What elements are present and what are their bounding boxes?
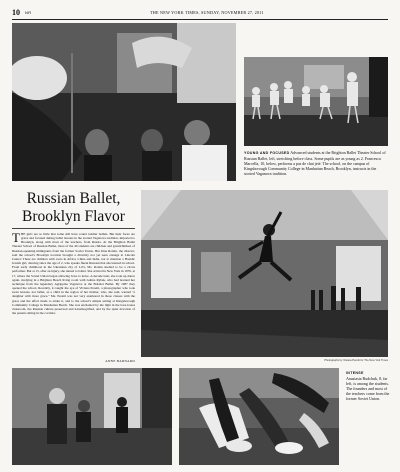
- newspaper-dateline: THE NEW YORK TIMES, SUNDAY, NOVEMBER 27, 2011: [150, 10, 264, 15]
- page-number: 10: [12, 8, 20, 17]
- top-caption-text: Advanced students at the Brighton Ballet Theater School of Russian Ballet, left, stretching before class. Some pupils are as young as 2. Francesca Marcella, 10, below, performs a pas de chat jeté. The school, on the campus of Kingsborough Community College in Manhattan Beach, Brooklyn, instructs in the storied Vaganova tradition.: [244, 150, 386, 176]
- article-body-text: HE girls are so little that some still have round toddler bellies. But their faces are grave and focused during ballet lessons in the storied Vaganova tradition, imported to Brooklyn, along with most of the teachers, from Russia. At the Brighton Ballet Theater School of Russian Ballet, most of the 40 students are children and grandchildren of Russian-speaking immigrants from the former Soviet Union. But Irina Roizin, the director, said the school's Brooklyn location brought a diversity not yet seen onstage at Lincoln Center: There are children with roots in Africa, China and India, not to mention a Hasidic Jewish girl, dancing since the age of 2, who speaks fluent Russian that she learned in school. From early childhood in the Ukrainian city of Lviv, Ms. Roizin studied to be a circus performer. But at 15, after an injury, she turned to ballet. She arrived in New York in 1976, at 17, where the Soviet Union began allowing Jews to leave. A decade later, she took up dance again, studying in a Brighton Beach living room with Galina Rybak, who had learned her technique from the legendary Agrippina Vaganova at the Bolshoi Ballet. By 1987 they opened the school. Recently, it caught the eye of Viviana Peretti, a photographer who took swan lessons, not ballet, as a child in the region of her mother, who, she said, wanted "a daughter with more grace." Ms. Peretti was not very enamored in those classes with the grace and the effort made to attain it, and to the school's simple setting at Kingsborough Community College in Manhattan Beach. She was enchanted by the light in the bare-bones classroom, the Russian culture preserved and transmogrified, and by the quiet devotion of the parents sitting in the corridor.: [12, 232, 135, 315]
- top-caption-kicker: YOUNG AND FOCUSED: [244, 151, 290, 155]
- photo-stretching-students: [12, 23, 236, 181]
- top-photo-caption: [244, 150, 388, 176]
- photo-credit: Photographs by Viviana Peretti for The New York Times: [324, 359, 388, 362]
- photo-pas-de-chat-jete: [141, 190, 388, 357]
- header-rule: [12, 19, 388, 20]
- headline-rule: [12, 228, 135, 229]
- bottom-caption-kicker: INTENSE: [346, 371, 364, 375]
- bottom-caption-text: Anastasia Rudchuk, 8, far left, is among the students. The founders and most of the teachers come from the former Soviet Union.: [346, 376, 390, 401]
- article-headline: Russian Ballet, Brooklyn Flavor: [22, 190, 125, 225]
- bottom-photo-caption: [346, 370, 390, 401]
- photo-young-pupils: [244, 57, 388, 146]
- drop-cap: T: [12, 232, 20, 245]
- photo-students-hallway: [12, 368, 172, 465]
- photo-dancers-feet: [179, 368, 339, 465]
- article-body: [12, 232, 135, 362]
- article-byline: ANNE BARNARD: [105, 359, 135, 363]
- section-mark: NR: [25, 10, 32, 15]
